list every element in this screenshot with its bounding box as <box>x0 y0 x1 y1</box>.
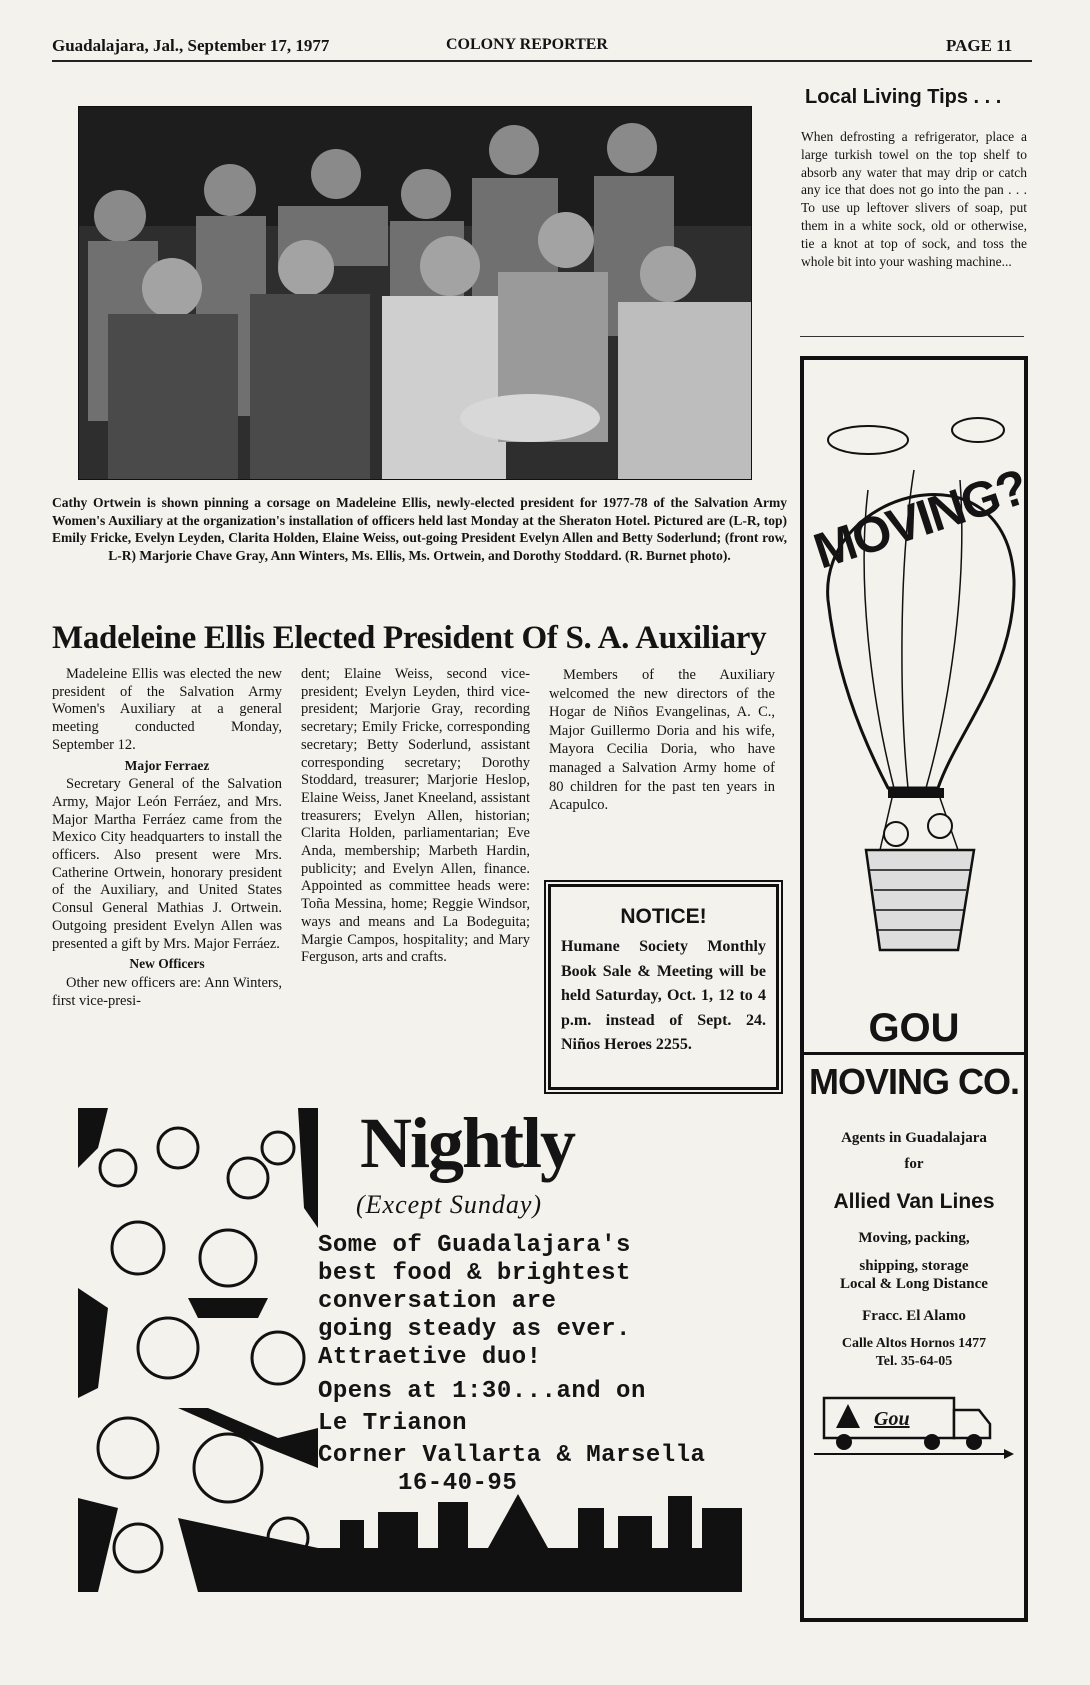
ad-line: Attraetive duo! <box>318 1344 542 1371</box>
paper-name: COLONY REPORTER <box>446 36 608 53</box>
article-paragraph: dent; Elaine Weiss, second vice-president; Evelyn Leyden, third vice-president; Marjorie Gray, recording secretary; Emily Fricke, corresponding secretary; Betty Soderlund, assistant corresponding secretary; Dorothy Stoddard, treasurer; Marjorie Heslop, Elaine Weiss, Janet Kneeland, assistant treasurers; Evelyn Allen, historian; Clarita Holden, parliamentarian; Eve Anda, membership; Marbeth Hardin, publicity; and Evelyn Allen, finance. Appointed as committee heads were: Toña Messina, home; Reggie Windsor, ways and means and La Bodeguita; Margie Campos, hospitality; and Mary Ferguson, arts and crafts. <box>301 666 530 966</box>
ad-phone: 16-40-95 <box>398 1470 518 1497</box>
photo-caption: Cathy Ortwein is shown pinning a corsage on Madeleine Ellis, newly-elected president for 1977-78 of the Salvation Army Women's Auxiliary at the organization's installation of officers held last Monday at the Sheraton Hotel. Pictured are (L-R, top) Emily Fricke, Evelyn Leyden, Clarita Holden, Elaine Weiss, out-going President Evelyn Allen and Betty Soderlund; (front row, L-R) Marjorie Chave Gray, Ann Winters, Ms. Ellis, Ms. Ortwein, and Dorothy Stoddard. (R. Burnet photo). <box>52 495 787 563</box>
tips-title: Local Living Tips . . . <box>805 86 1002 108</box>
ad-line: Opens at 1:30...and on <box>318 1378 646 1405</box>
article-paragraph: Madeleine Ellis was elected the new president of the Salvation Army Women's Auxiliary at a general meeting conducted Monday, September 12. <box>52 666 282 753</box>
services-line-2: shipping, storage <box>859 1258 969 1274</box>
header-rule <box>52 60 1032 62</box>
page-number: PAGE 11 <box>946 36 1013 55</box>
gou-moving-ad <box>800 356 1033 1622</box>
ad-line: conversation are <box>318 1288 557 1315</box>
for-text: for <box>904 1156 924 1172</box>
telephone-text: Tel. 35-64-05 <box>875 1354 953 1369</box>
gou-truck-logo: Gou <box>874 1408 910 1430</box>
dateline: Guadalajara, Jal., September 17, 1977 <box>52 36 330 55</box>
allied-van-lines: Allied Van Lines <box>833 1190 995 1213</box>
nightly-subtitle: (Except Sunday) <box>356 1190 543 1219</box>
article-column-3 <box>549 666 775 815</box>
tips-rule <box>800 336 1024 337</box>
address-text: Calle Altos Hornos 1477 <box>841 1336 987 1351</box>
ad-line: Corner Vallarta & Marsella <box>318 1442 706 1469</box>
article-column-2 <box>301 666 530 967</box>
moving-question-text: MOVING? <box>807 458 1033 580</box>
company-name-moving-co: MOVING CO. <box>804 1052 1024 1103</box>
agents-text: Agents in Guadalajara <box>841 1130 987 1146</box>
ad-line: best food & brightest <box>318 1260 631 1287</box>
truck-icon <box>814 1390 1014 1460</box>
article-headline: Madeleine Ellis Elected President Of S. A. Auxiliary <box>52 620 767 656</box>
nightly-restaurant-ad <box>78 1103 742 1592</box>
subhead-major-ferraez: Major Ferraez <box>124 757 210 773</box>
photo-image <box>78 106 752 480</box>
notice-title: NOTICE! <box>620 905 707 928</box>
subhead-new-officers: New Officers <box>129 956 205 972</box>
article-column-1 <box>52 666 282 1010</box>
services-line-1: Moving, packing, <box>858 1230 970 1246</box>
group-photo <box>78 106 752 480</box>
company-name-gou: GOU <box>868 1006 960 1050</box>
ad-line: going steady as ever. <box>318 1316 631 1343</box>
ad-line: Le Trianon <box>318 1410 468 1437</box>
article-paragraph: Secretary General of the Salvation Army, Major León Ferráez, and Mrs. Major Martha Ferráez came from the Mexico City headquarters to install the officers. Also present were Mrs. Catherine Ortwein, honorary president of the Auxiliary, and United States Consul General Mathias J. Ortwein. Outgoing president Evelyn Allen was presented a gift by Mrs. Major Ferráez. <box>52 776 282 952</box>
article-paragraph: Other new officers are: Ann Winters, first vice-presi- <box>52 974 282 1009</box>
ad-line: Some of Guadalajara's <box>318 1232 631 1259</box>
tips-body: When defrosting a refrigerator, place a large turkish towel on the top shelf to absorb any water that may drip or catch any ice that does not go into the pan . . . To use up leftover slivers of soap, put them in a white sock, old or otherwise, tie a knot at top of sock, and toss the whole bit into your washing machine... <box>801 129 1027 269</box>
notice-box <box>548 884 779 1090</box>
article-paragraph: Members of the Auxiliary welcomed the new directors of the Hogar de Niños Evangelinas, A. C., Major Guillermo Doria and his wife, Mayora Cecilia Doria, who have managed a Salvation Army home of 80 children for the past ten years in Acapulco. <box>549 667 775 814</box>
notice-body: Humane Society Monthly Book Sale & Meeting will be held Saturday, Oct. 1, 12 to 4 p.m. instead of Sept. 24. Niños Heroes 2255. <box>561 938 766 1053</box>
nightly-title: Nightly <box>360 1103 575 1183</box>
services-line-3: Local & Long Distance <box>840 1276 988 1292</box>
fracc-text: Fracc. El Alamo <box>862 1308 966 1324</box>
